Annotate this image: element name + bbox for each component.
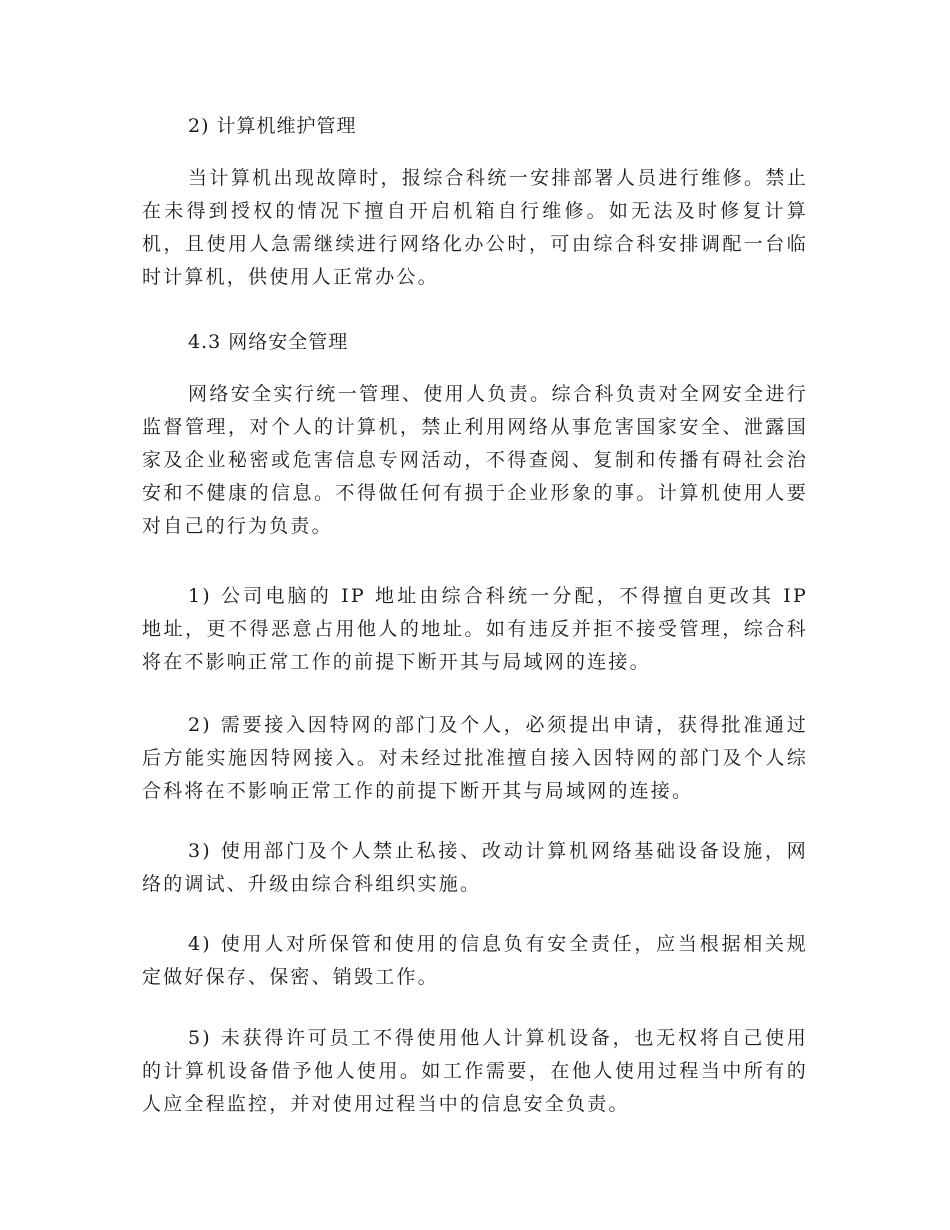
list-item-network-devices: 3) 使用部门及个人禁止私接、改动计算机网络基础设备设施，网络的调试、升级由综合科组织实施。 [142,840,808,895]
paragraph-network-security: 网络安全实行统一管理、使用人负责。综合科负责对全网安全进行监督管理，对个人的计算机，禁止利用网络从事危害国家安全、泄露国家及企业秘密或危害信息专网活动，不得查阅、复制和传播有碍社会治安和不健康的信息。不得做任何有损于企业形象的事。计算机使用人要对自己的行为负责。 [142,383,808,537]
section-heading-computer-maintenance: 2) 计算机维护管理 [188,115,357,137]
list-item-internet-access: 2) 需要接入因特网的部门及个人，必须提出申请，获得批准通过后方能实施因特网接入。对未经过批准擅自接入因特网的部门及个人综合科将在不影响正常工作的前提下断开其与局域网的连接。 [142,714,808,802]
section-heading-network-security: 4.3 网络安全管理 [188,331,349,353]
list-item-information-responsibility: 4) 使用人对所保管和使用的信息负有安全责任，应当根据相关规定做好保存、保密、销毁工作。 [142,933,808,988]
paragraph-maintenance: 当计算机出现故障时，报综合科统一安排部署人员进行维修。禁止在未得到授权的情况下擅自开启机箱自行维修。如无法及时修复计算机，且使用人急需继续进行网络化办公时，可由综合科安排调配一台临时计算机，供使用人正常办公。 [142,167,808,288]
list-item-ip-address: 1) 公司电脑的 IP 地址由综合科统一分配，不得擅自更改其 IP 地址，更不得恶意占用他人的地址。如有违反并拒不接受管理，综合科将在不影响正常工作的前提下断开其与局域网的连接。 [142,585,808,673]
list-item-device-use: 5) 未获得许可员工不得使用他人计算机设备，也无权将自己使用的计算机设备借予他人使用。如工作需要，在他人使用过程当中所有的人应全程监控，并对使用过程当中的信息安全负责。 [142,1027,808,1115]
